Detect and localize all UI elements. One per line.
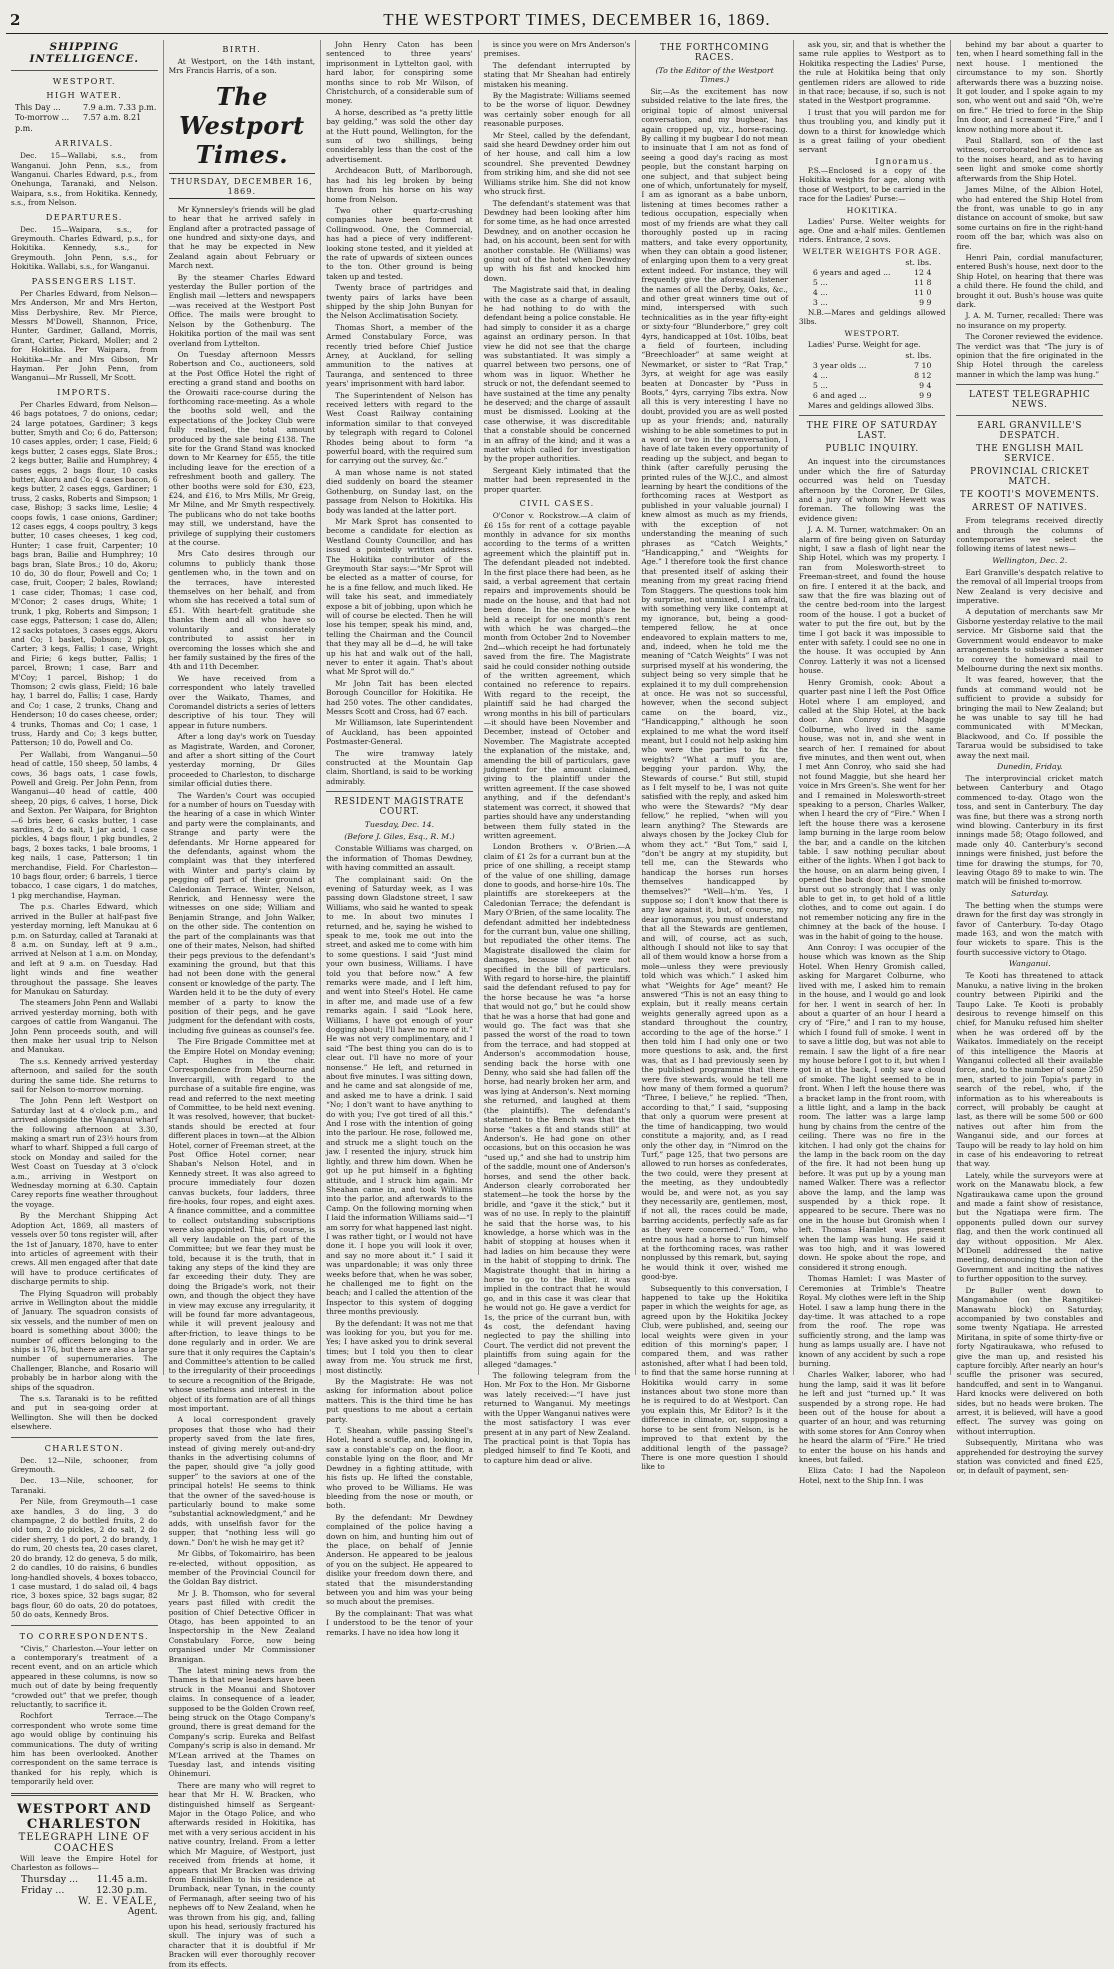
court-paragraph: By the Magistrate: Williams seemed to be the worse of liquor. Dewdney was certainly sober enough for all reasonable purposes. (483, 91, 631, 129)
news-paragraph: Archdeacon Butt, of Marlborough, has had his leg broken by being thrown from his horse on his way home from Nelson. (326, 166, 473, 204)
news-paragraph: A man whose name is not stated died suddenly on board the steamer Gothenburg, on Sunday last, on the passage from Nelson to Hokitika. His body was landed at the latter port. (326, 467, 473, 515)
news-paragraph: Twenty brace of partridges and twenty pairs of larks have been shipped by the ship John Bunyan for the Nelson Acclimatisation Society. (326, 283, 473, 321)
news-paragraph: A horse, described as “a pretty little bay gelding,” was sold the other day at the Hutt pound, Wellington, for the sum of two shillings, being considerably less than the cost of the advertisement. (326, 107, 473, 164)
coach-time-row: Thursday ... 11.45 a.m. (21, 1874, 148, 1886)
postscript: P.S.—Enclosed is a copy of the Hokitika weights for age, along with those of Westport, to be carried in the race for the Ladies' Purse:— (798, 165, 946, 204)
coach-subtitle: COACHES (53, 1842, 115, 1854)
correspondent-note: “Civis,” Charleston.—Your letter on a contemporary's treatment of a recent event, and on an article which appeared in these columns, is now so much out of date by being frequently “crowded out” that we prefer, though reluctantly, to sacrifice it. (11, 1643, 158, 1709)
to-editor: (To the Editor of the Westport Times.) (655, 66, 774, 84)
news-paragraph: The wire tramway lately constructed at the Mountain Gap claim, Shortland, is said to be working admirably. (326, 748, 473, 786)
civil-case: London Brothers v. O'Brien.—A claim of £1 2s for a currant bun at the price of one shilling, a receipt stamp of the value of one shilling, damage done to goods, and horse-hire 10s. The plaintiffs are storekeepers at the Caledonian Terrace; the defendant is Mary O'Brien, of the same locality. The defendant admitted her indebtedness for the currant bun, value one shilling, but repudiated the other items. The Magistrate disallowed the claim for damages, because they were not specified in the bill of particulars. With regard to horse-hire, the plaintiff said the defendant refused to pay for the horse because he was “a horse that would not go,” but he could show that he was a horse that had gone and would go. The fact was that she passed the worst of the road to town from the terrace, and had stopped at Anderson's accommodation house, sending back the horse with one Denny, who said she had fallen off the horse, had nearly broken her arm, and was lying at Anderson's. Next morning she returned, and laughed at them (the plaintiffs). The defendant's statement to the Bench was that the horse “takes a fit and stands still” at Anderson's. He had gone on other occasions, but on this occasion he was “used up,” and she had to unstrip him of the saddle, mount one of Anderson's horses, and send the other back. Anderson clearly corroborated her statement—he took the horse by the bridle, and “gave it the stick,” but it was of no use. In reply to the plaintiff he said that the horse was, to his knowledge, a horse which was in the habit of stopping at houses when it had ladies on him because they were in the habit of stopping to drink. The Magistrate thought that in hiring a horse to go to the Buller, it was implied in the contract that he would go, and in this case it was clear that he would not go. He gave a verdict for 1s, the price of the currant bun, with 4s cost, the defendant having neglected to pay the shilling into Court. The verdict did not prevent the plaintiffs from suing again for the alleged “damages.” (483, 842, 631, 1369)
editorial-paragraph: After a long day's work on Tuesday as Magistrate, Warden, and Coroner, and after a short sitting of the Court yesterday morning, Dr Giles proceeded to Charleston, to discharge similar official duties there. (168, 732, 316, 789)
coach-subtitle: TELEGRAPH LINE OF (18, 1831, 150, 1843)
charleston-imports: Per Nile, from Greymouth—1 case axe handles, 3 do ling, 3 do champagne, 2 do bottled fruits, 2 do old tom, 2 do pickles, 2 do salt, 2 do cider sherry, 1 do port, 2 do brandy, 1 do rum, 20 chests tea, 20 cases claret, 20 do brandy, 12 do geneva, 5 do milk, 2 do candles, 10 do raisins, 6 bundles long-handled shovels, 4 boxes tobacco, 1 case mustard, 1 do salad oil, 4 bags rice, 3 boxes spice, 32 bags sugar, 82 bags flour, 60 do oats, 20 do potatoes, 50 do oats, Kennedy Bros. (11, 1497, 158, 1620)
weight-row: st. lbs. (905, 257, 932, 267)
column-6 (794, 40, 952, 1485)
charleston-arrivals: Dec. 12—Nile, schooner, from Greymouth. (11, 1455, 158, 1475)
civil-cases-heading: CIVIL CASES. (519, 498, 595, 509)
imports-heading: IMPORTS. (57, 386, 112, 397)
hokitika-heading: HOKITIKA. (846, 205, 898, 215)
court-paragraph: By the complainant: That was what I understood to be the tenor of your remarks. I have no idea how long it (326, 1608, 473, 1637)
westport-heading: WESTPORT. (844, 328, 900, 338)
inquiry-paragraph: Thomas Hamlet: I was Master of Ceremonies at Trimble's Theatre Royal. My clothes were left in the Ship Hotel. I saw a lamp hung there in the day-time. It was attached to a rope from the roof. The rope was sufficiently strong, and the lamp was hung as lamps usually are. I have not known of any accident by such a rope burning. (798, 1274, 946, 1368)
editorial-paragraph: The latest mining news from the Thames is that new leaders have been struck in the Moanui and Shotover claims. In consequence of a leader, supposed to be the Golden Crown reef, being struck on the Otago Company's ground, there is great demand for the Company's scrip. Eureka and Belfast Company's scrip is also in demand. Mr M'Lean arrived at the Thames on Tuesday last, and intends visiting Ohinemuri. (168, 1665, 316, 1779)
weight-row: 4 ... 8 12 (812, 370, 932, 380)
court-heading: RESIDENT MAGISTRATE COURT. (334, 797, 465, 818)
news-paragraph: The Superintendent of Nelson has received letters with regard to the West Coast Railway containing information similar to that conveyed by telegraph with regard to Colonel Rhodes being about to form “a powerful board, with the required sum for carrying out the survey, &c.” (326, 390, 473, 466)
shipping-news: The s.s. Taranaki is to be refitted and put in sea-going order at Wellington. She will then be docked elsewhere. (11, 1394, 158, 1432)
charleston-departures: Dec. 13—Nile, schooner, for Taranaki. (11, 1476, 158, 1495)
weight-note: Mares and geldings allowed 3lbs. (807, 400, 934, 410)
inquiry-paragraph: J. A. M. Turner, watchmaker: On an alarm of fire being given on Saturday night, I saw a flash of light near the Ship Hotel, which was my property. I ran from Molesworth-street to Freeman-street, and found the house on fire. I entered it at the back, and saw that the fire was blazing out of the centre bed-room into the largest room of the house. I got a bucket of water to put the fire out, but by the time I got back it was impossible to enter with safety. I could see no one in the house. It was occupied by Ann Conroy. Latterly it was not a licensed house. (798, 525, 946, 676)
charleston-heading: CHARLESTON. (44, 1442, 124, 1453)
news-paragraph: John Henry Caton has been sentenced to three years' imprisonment in Lyttelton gaol, with hard labor, for conspiring some months since to rob Mr Wilson, of Christchurch, of a considerable sum of money. (326, 40, 473, 106)
inquiry-paragraph: J. A. M. Turner, recalled: There was no insurance on my property. (956, 311, 1104, 330)
inquiry-paragraph: Henri Pain, cordial manufacturer, entered Bush's house, next door to the Ship Hotel, on hearing that there was a child there. He found the child, and brought it out. Bush's house was quite dark. (956, 252, 1104, 309)
editorial-paragraph: We have received from a correspondent who lately travelled over the Waikato, Thames, and Coromandel districts a series of letters descriptive of his tour. They will appear in future numbers. (168, 673, 316, 730)
inquiry-paragraph: behind my bar about a quarter to ten, when I heard something fall in the next house. I mentioned the circumstance to my son. Shortly afterwards there was a buzzing noise. It got louder, and I spoke again to my son, who went out and said “Oh, we're on fire.” He tried to force in the Ship Inn door, and I screamed “Fire,” and I know nothing more about it. (956, 40, 1104, 134)
westport-purse: Ladies' Purse. Weight for age. (807, 339, 921, 349)
weight-row: 3 year olds ... 7 10 (812, 360, 932, 370)
masthead (6, 10, 1108, 34)
telegraphic-item: The interprovincial cricket match between Canterbury and Otago commenced to-day. Otago won the toss, and sent in Canterbury. The day was fine, but there was a strong north wind blowing. Canterbury in its first innings made 58; Otago followed, and made only 40. Canterbury's second innings were finished, just before the time for drawing the stumps, for 70, leaving Otago 89 to make to win. The match will be finished to-morrow. (956, 773, 1104, 887)
court-paragraph: By the Magistrate: He was not asking for information about police matters. This is the third time he has put questions to me about a certain party. (326, 1377, 473, 1424)
editorial-paragraph: The Fire Brigade Committee met at the Empire Hotel on Monday evening; Capt. Hughes in the chair. Correspondence from Melbourne and Invercargill, with regard to the purchase of a suitable fire engine, was read and referred to the next meeting of Committee, to be held next evening. It was resolved, however, that bucket-stands should be erected at four different places in town—at the Albion Hotel, corner of Freeman street, at the Post Office Hotel corner, near Shaban's Nelson Hotel, and in Kennedy street. It was also agreed to procure immediately four dozen canvas buckets, four ladders, three fire-hooks, four ropes, and eight axes. A finance committee, and a committee to collect outstanding subscriptions were also appointed. This, of course, is all very laudable on the part of the Committee; but we fear they must be told, because it is the truth, that in taking any steps of the kind they are far exceeding their duty. They are doing the Brigade's work, not their own, and though the object they have in view may excuse any irregularity, it will be found far more advantageous, while it will prevent jealousy and after-friction, to leave things to be done regularly and in order. We are sure that it only requires the Captain's and Committee's attention to be called to the irregularity of their proceedings to secure a recognition of the Brigade, whose usefulness and interest in the object of its formation are of all things most important. (168, 1037, 316, 1413)
weight-row: st. lbs. (905, 350, 932, 360)
running-title: THE WESTPORT TIMES, DECEMBER 16, 1869. (383, 10, 771, 29)
court-paragraph: Sergeant Kiely intimated that the matter had been represented in the proper quarter. (483, 465, 631, 494)
news-paragraph: Mr Mark Sprot has consented to become a candidate for election as Westland County Councillor, and has issued a pointedly written address. The Hokitika contributor of the Greymouth Star says:—“Mr Sprot will be elected as a matter of course, for he is a fine fellow, and much liked. He will take his seat, and immediately expose a bit of jobbing, upon which he will of course be elected. Then he will lose his temper, speak his mind, and, telling the Chairman and the Council that they may all be d—d, he will take up his hat and walk out of the hall, never to enter it again. That's about what Mr Sprot will do.” (326, 516, 473, 677)
telegraphic-item: Dr Buller went down to Mangamahoe (on the Rangitikei-Manawatu block) on Saturday, accompanied by two constables and some twenty Ngatiapa. He arrested Miritana, in spite of some thirty-five or forty Ngatiraukawa, who refused to give the man up, and resisted his capture forcibly. After nearly an hour's scuffle the prisoner was secured, handcuffed, and sent in to Wanganui. Hard knocks were delivered on both sides, but no heads were broken. The arrest, it is believed, will have a good effect. The survey was going on without interruption. (956, 1285, 1104, 1436)
birth-notice: At Westport, on the 14th instant, Mrs Francis Harris, of a son. (168, 57, 316, 76)
birth-heading: BIRTH. (222, 44, 262, 54)
coach-advert (11, 1802, 158, 1918)
court-paragraph: T. Sheahan, while passing Steel's Hotel, heard a scuffle, and, looking in, saw a constable's cap on the floor, a constable lying on the floor, and Mr Dewdney in a fighting attitude, with his fists up. He lifted the constable, who proved to be Williams. He was bleeding from the nose or mouth, or both. (326, 1426, 473, 1511)
civil-case: O'Conor v. Rockstrow.—A claim of £6 15s for rent of a cottage payable monthly in advance for six months according to the terms of a written agreement which the plaintiff put in. The defendant pleaded not indebted. In the first place there had been, as he said, a verbal agreement that certain repairs and improvements should be made on the house, and that had not been done. In the second place he held a receipt for one month's rent with which he was charged—the month from October 2nd to November 2nd—which receipt he had fortunately saved from the fire. The Magistrate said he could consider nothing outside of the written agreement, which contained no reference to repairs. With regard to the receipt, the plaintiff said he had charged the wrong months in his bill of particulars—it should have been November and December, instead of October and November. The Magistrate accepted the explanation of the mistake, and, amending the bill of particulars, gave judgment for the amount claimed, giving to the plaintiff under the written agreement. If the case showed anything, and if the defendant's statement was correct, it showed that parties should have any understanding between them fully stated in the written agreement. (483, 511, 631, 840)
coach-agent-name: W. E. VEALE, (78, 1896, 158, 1908)
court-paragraph: By the defendant: Mr Dewdney complained of the police having a down on him, and hunting him out of the place, on behalf of Jennie Anderson. He appeared to be jealous of you on the subject. He appeared to dislike your freedom down there, and stated that the misunderstanding between you and him was your being so much about the premises. (326, 1512, 473, 1607)
telegraphic-subheading: EARL GRANVILLE'S DESPATCH. (977, 421, 1083, 442)
letter-signature: Ignoramus. (875, 156, 934, 166)
editorial-paragraph: By the steamer Charles Edward yesterday the Buller portion of the English mail —letters and newspapers—was received at the Westport Post Office. The mails were brought to Nelson by the Gothenburg. The Hokitika portion of the mail was sent overland from Lyttelton. (168, 272, 316, 348)
telegraphic-item: The betting when the stumps were drawn for the first day was strongly in favor of Canterbury. To-day Otago made 163, and won the match with four wickets to spare. This is the fourth successive victory to Otago. (956, 900, 1104, 957)
port-heading: WESTPORT. (52, 76, 116, 86)
inquiry-heading: PUBLIC INQUIRY. (825, 444, 919, 455)
court-paragraph: is since you were on Mrs Anderson's premises. (483, 40, 631, 59)
correspondent-note: Rochfort Terrace.—The correspondent who wrote some time ago would oblige by continuing his communications. The duty of writing him has been overlooked. Another correspondent on the same terrace is thanked for his reply, which is temporarily held over. (11, 1711, 158, 1787)
editorial-paragraph: The Warden's Court was occupied for a number of hours on Tuesday with the hearing of a case in which Winter and party were the complainants, and Strange and party were the defendants. Mr Horne appeared for the defendants, against whom the complaint was that they interfered with Winter and party's claim by pegging off part of their ground at Caledonian Terrace. Winter, Nelson, Renrick, and Hennessy were the witnesses on one side; William and Benjamin Strange, and John Walker, on the other side. The contention on the part of the complainants was that one of their mates, Nelson, had shifted their pegs previous to the defendant's examining the ground, but that this had not been done with the general consent or knowledge of the party. The Warden held it to be the duty of every member of a party to know the position of their pegs, and he gave judgment for the defendant with costs, including five guineas as counsel's fee. (168, 790, 316, 1035)
shipping-news: By the Merchant Shipping Act Adoption Act, 1869, all masters of vessels over 50 tons register will, after the 1st of January, 1870, have to enter into articles of agreement with their crews. All men engaged after that date will have to produce certificates of discharge permits to ship. (11, 1211, 158, 1287)
telegraphic-item: A deputation of merchants saw Mr Gisborne yesterday relative to the mail service. Mr Gisborne said that the Government would endeavor to make arrangements to subsidise a steamer to convey the homeward mail to Melbourne during the next six months. (956, 607, 1104, 673)
shipping-heading: SHIPPING INTELLIGENCE. (29, 41, 140, 65)
court-paragraph: The defendant interrupted by stating that Mr Sheahan had entirely mistaken his meaning. (483, 60, 631, 89)
dateline-wellington: Wellington, Dec. 2. (992, 555, 1068, 565)
editorial-paragraph: There are many who will regret to hear that Mr H. W. Bracken, who distinguished himself as Sergeant-Major in the Otago Police, and who afterwards resided in Hokitika, has met with a very serious accident in his native country, Ireland. From a letter which Mr Maguire, of Westport, just received from friends at home, it appears that Mr Bracken was driving from Enniskillen to his residence at Drumback, near Tynan, in the county of Fermanagh, after seeing two of his nephews off to New Zealand, when he was thrown from his gig, and, falling upon his head, seriously fractured his skull. The injury was of such a character that it is doubtful if Mr Bracken will ever thoroughly recover from its effects. (168, 1780, 316, 1969)
telegraphic-subheading: TE KOOTI'S MOVEMENTS. (959, 490, 1100, 501)
telegraphic-item: Te Kooti has threatened to attack Manuku, a native living in the broken country between Pipiriki and the Taupo Lake. Te Kooti is probably desirous to revenge himself on this chief, for Manuku refused him shelter when he was ordered off by the Waikatos. Immediately on the receipt of this intelligence the Maoris at Wanganui collected all their available force, and, to the number of some 250 men, started to join Topia's party in search of the rebel, who, if the information as to his whereabouts is correct, will probably be caught at last, as there will be some 500 or 600 natives out after him from the Wanganui side, and our forces at Taupo will be ready to lay hold on him in case of his endeavoring to retreat that way. (956, 971, 1104, 1169)
departures-heading: DEPARTURES. (45, 211, 123, 222)
passengers-list: Per Charles Edward, from Nelson—Mrs Anderson, Mr and Mrs Herton, Miss Derbyshire, Rev. Mr Pierce, Messrs M'Dowell, Shannon, Price, Hunter, Gardiner, Galland, Morris, Grant, Carter, Pickard, Moller; and 2 for Hokitika. Per Waipara, from Hokitika—Mr and Mrs Gibson, Mr Hayman. Per John Penn, from Wanganui—Mr Russell, Mr Scott. (11, 288, 158, 383)
news-paragraph: Mr John Tait has been elected Borough Councillor for Hokitika. He had 250 votes. The other candidates, Messrs Scott and Cross, had 67 each. (326, 678, 473, 717)
telegraphic-item: Lately, while the surveyors were at work on the Manawatu block, a few Ngatiraukawa came upon the ground and made a faint show of resistance, but the Ngatiapa were firm. The opponents pulled down our survey flag, and then the work continued all day without opposition. Mr Alex. M'Donell addressed the native meeting, denouncing the action of the Government and inciting the natives to further opposition to the survey. (956, 1170, 1104, 1284)
inquiry-paragraph: An inquest into the circumstances under which the fire of Saturday occurred was held on Tuesday afternoon by the Coroner, Dr Giles, and a jury of whom Mr Hewett was foreman. The following was the evidence given: (798, 457, 946, 523)
tide-row: To-morrow ... 7.57 a.m. 8.21 p.m. (15, 113, 142, 133)
inquiry-paragraph: Eliza Cato: I had the Napoleon Hotel, next to the Ship Inn. I was (798, 1466, 946, 1485)
page-number: 2 (10, 11, 21, 29)
telegraphic-heading: LATEST TELEGRAPHIC NEWS. (969, 390, 1091, 411)
news-paragraph: Thomas Short, a member of the Armed Constabulary Force, was recently tried before Chief Justice Arney, at Auckland, for selling ammunition to the natives at Tauranga, and sentenced to three years' imprisonment with hard labor. (326, 322, 473, 389)
telegram-paragraph: The following telegram from the Hon. Mr Fox to the Hon. Mr Gisborne was lately received:—“I have just returned to Wanganui. My meetings with the Upper Wanganui natives were the most satisfactory I was ever present at in any part of New Zealand. The practical point is that Topia has pledged himself to find Te Kooti, and to capture him dead or alive. (483, 1371, 631, 1465)
welter-heading: WELTER WEIGHTS FOR AGE. (802, 246, 942, 256)
court-paragraph: Mr Steel, called by the defendant, said she heard Dewdney order him out of her house, and call him a low scoundrel. She prevented Dewdney from striking him, and she did not see Williams strike him. She did not know who struck first. (483, 130, 631, 197)
arrivals-heading: ARRIVALS. (54, 138, 114, 149)
shipping-news: The Flying Squadron will probably arrive in Wellington about the middle of January. The squadron consists of six vessels, and the number of men on board is something about 3000; the number of officers belonging to the ships is 176, but there are also a large number of supernumeraries. The Challenger, Blanche, and Rosario will probably be in harbor along with the ships of the squadron. (11, 1288, 158, 1392)
telegraphic-subheading: ARREST OF NATIVES. (972, 503, 1088, 514)
shipping-news: The p.s. Charles Edward, which arrived in the Buller at half-past five yesterday morning, left Manukau at 6 p.m. on Saturday, called at Taranaki at 8 a.m. on Sunday, left at 9 a.m., arrived at Nelson at 1 a.m. on Monday, and left at 9 a.m. on Tuesday. Had light winds and fine weather throughout the passage. She leaves for Manukau on Saturday. (11, 902, 158, 996)
news-paragraph: Two other quartz-crushing companies have been formed at Collingwood. One, the Commercial, has had a piece of very indifferent-looking stone tested, and it yielded at the rate of upwards of sixteen ounces to the ton. Other ground is being taken up and tested. (326, 205, 473, 281)
correspondents-heading: TO CORRESPONDENTS. (19, 1630, 149, 1641)
column-7 (951, 40, 1108, 1476)
court-paragraph: The defendant's statement was that Dewdney had been looking after him for some time, as he had once arrested Dewdney, and on another occasion he had, on his account, been sent for with another constable. He (Williams) was going out of the hotel when Dewdney up with his fist and knocked him down. (483, 198, 631, 283)
column-3 (321, 40, 479, 1637)
column-5 (636, 40, 794, 1472)
telegraphic-item: Subsequently, Miritana who was apprehended for destroying the survey station was convicted and fined £25, or, in default of payment, sen- (956, 1438, 1104, 1476)
telegraphic-subheading: THE ENGLISH MAIL SERVICE. (976, 444, 1084, 465)
shipping-news: The s.s. Kennedy arrived yesterday afternoon, and sailed for the south during the same tide. She returns to sail for Nelson to-morrow morning. (11, 1056, 158, 1094)
inquiry-paragraph: Charles Walker, laborer, who had hung the lamp, said it was lit before he left and just “turned up.” It was suspended by a strong rope. He had been out of the house for about a quarter of an hour, and was returning with some stores for Ann Conroy when he heard the alarm of “Fire.” He tried to enter the house on his hands and knees, but failed. (798, 1370, 946, 1464)
weight-row: 4 ... 11 0 (812, 287, 932, 297)
editorial-paragraph: Mr Gibbs, of Tokomairiro, has been re-elected, without opposition, as member of the Provincial Council for the Goldan Bay district. (168, 1549, 316, 1587)
arrivals-list: Dec. 15—Wallabi, s.s., from Wanganui. John Penn, s.s., from Wanganui. Charles Edward, p.s., from Onehunga, Taranaki, and Nelson. Waipara, s.s., from Hokitika. Kennedy, s.s., from Nelson. (11, 151, 158, 208)
telegraphic-intro: From telegrams received directly and through the columns of contemporaries we select the following items of latest news— (956, 516, 1104, 554)
inquiry-paragraph: James Milne, of the Albion Hotel, who had entered the Ship Hotel from the front, was unable to go in any distance on account of smoke, but saw some curtains on fire in the right-hand room off the bar, which was also on fire. (956, 185, 1104, 251)
coach-notice: Will leave the Empire Hotel for Charleston as follows— (11, 1853, 158, 1873)
dateline: THURSDAY, DECEMBER 16, 1869. (169, 173, 316, 199)
coach-time-row: Friday ... 12.30 p.m. (21, 1885, 148, 1897)
editorial-paragraph: On Tuesday afternoon Messrs Robertson and Co., auctioneers, sold at the Post Office Hotel the right of erecting a grand stand and booths on the Orowaiti race-course during the forthcoming race-meeting. As a whole the booths sold well, and the expectations of the Jockey Club were fully realised, the total amount produced by the sale being £138. The site for the Grand Stand was knocked down to Mr Kearney for £55, the title including leave for the erection of a refreshment booth and gallery. The other booths were sold for £30, £23, £24, and £16, to Mrs Mills, Mr Greig, Mr Milne, and Mr Smyth respectively. The publicans who do not take booths may still, we understand, have the privilege of supplying their customers at the course. (168, 349, 316, 548)
editorial-paragraph: Mr Kynnersley's friends will be glad to hear that he arrived safely in England after a protracted passage of one hundred and sixty-one days, and that he may be expected in New Zealand again about February or March next. (168, 204, 316, 271)
court-paragraph: Constable Williams was charged, on the information of Thomas Dewdney, with having committed an assault. (326, 844, 473, 873)
coach-agent-role: Agent. (127, 1907, 158, 1918)
shipping-news: The steamers John Penn and Wallabi arrived yesterday morning, both with cargoes of cattle from Wanganui. The John Penn proceeds south, and will then make her usual trip to Nelson and Manukau. (11, 998, 158, 1055)
paper-title: The Westport Times. (179, 81, 305, 169)
column-2 (164, 40, 322, 1969)
inquiry-paragraph: The Coroner reviewed the evidence. The verdict was that “The jury is of opinion that the fire originated in the Ship Hotel through the careless manner in which the lamp was hung.” (956, 332, 1104, 379)
coach-title: WESTPORT AND CHARLESTON (16, 1801, 152, 1832)
dateline-wanganui: Wanganui. (1008, 959, 1051, 969)
court-paragraph: The Magistrate said that, in dealing with the case as a charge of assault, he had nothing to do with the defendant being a police constable. He had simply to consider it as a charge against an ordinary person. In that view he did not see that the charge was substantiated. It was simply a quarrel between two persons, one of whom was in liquor. Whether he struck or not, the defendant seemed to have sustained at the time any penalty he deserved; and the charge of assault must be dismissed. Looking at the case otherwise, it was discreditable that a constable should be concerned in an affray of the kind; and it was a matter which called for investigation by the proper authorities. (483, 285, 631, 464)
dateline-saturday: Saturday. (1011, 888, 1049, 898)
races-heading: THE FORTHCOMING RACES. (659, 43, 770, 63)
passengers-heading: PASSENGERS LIST. (31, 275, 137, 286)
telegraphic-subheading: PROVINCIAL CRICKET MATCH. (970, 467, 1090, 488)
inquiry-paragraph: Henry Gromish, cook: About a quarter past nine I left the Post Office Hotel where I am employed, and called at the Ship Hotel, at the back door. Ann Conroy said Maggie Colburne, who lived in the same house, was not in, and she went in search of her. I remained for about five minutes, and then went out, when I met Ann Conroy, who said she had not found Maggie, but she heard her voice in Mrs Green's. She went for her and I remained in Molesworth-street speaking to a person, Charles Walker, when I heard the cry of “Fire.” When I left the house there was a kerosene lamp burning in the large room below the bar, and a candle on the kitchen table. I saw nothing peculiar about either of the lights. When I got back to the house, on an alarm being given, I opened the back door, and the smoke burst out so strongly that I was only able to get in, to get hold of a little clothes, and to come out again. I do not remember noticing any fire in the chimney at the back of the house. I was in the habit of going to the house. (798, 677, 946, 941)
column-4 (479, 40, 637, 1465)
high-water-heading: HIGH WATER. (46, 90, 123, 100)
editorial-paragraph: Mrs Cato desires through our columns to publicly thank those gentlemen who, in the town and on the terraces, have interested themselves on her behalf, and from whom she has received a total sum of £51. With heart-felt gratitude she thanks them and all who have so voluntarily and considerately contributed to assist her in overcoming the losses which she and her family sustained by the fires of the 4th and 11th December. (168, 549, 316, 672)
inquiry-paragraph: Ann Conroy: I was occupier of the house which was known as the Ship Hotel. When Henry Gromish called, asking for Margaret Colburne, who lived with me, I asked him to remain in the house, and I would go and look for her. I went in search of her. In about a quarter of an hour I heard a cry of “Fire,” and I ran to my house, which I found full of smoke. I went in to save a little dog, but was not able to remain. I saw the light of a fire near my house before I got to it, but when I got in at the back, I only saw a cloud of smoke. The light seemed to be in front. When I left the house there was a bracket lamp in the front room, with a little light, and a lamp in the back room. The latter was a large lamp hung by chains from the centre of the ceiling. There was no fire in the kitchen. I had only got the chains for the lamp in the back room on the day of the fire. It had not been hung up before. It was put up by a young man named Walker. There was a reflector above the lamp, and the lamp was suspended by a thick rope. It appeared to be secure. There was no one in the house but Gromish when I left. Thomas Hamlet was present when the lamp was hung. He said it was too high, and it was lowered down. He spoke about the rope, and considered it strong enough. (798, 943, 946, 1272)
departures-list: Dec. 15—Waipara, s.s., for Greymouth. Charles Edward, p.s., for Hokitika. Kennedy, s.s., for Greymouth. John Penn, s.s., for Hokitika. Wallabi, s.s., for Wanganui. (11, 224, 158, 272)
weight-row: 5 ... 9 4 (812, 380, 932, 390)
inquiry-paragraph: Paul Stallard, son of the last witness, corroborated her evidence as to the noises heard, and as to having seen light and smoke come shortly afterwards from the Ship Hotel. (956, 136, 1104, 183)
letter-paragraph: Subsequently to this conversation, I happened to take up the Hokitika paper in which the weights for age, as agreed upon by the Hokitika Jockey Club, were published, and, seeing our local weights were given in your edition of this morning's paper, I compared them, and was rather astonished, after what I had been told, to find that the same horse running at Hokitika would carry in some instances about two stone more than he is required to do at Westport. Can you explain this, Mr Editor? Is it the difference in climate, or, supposing a horse to be sent from Nelson, is he improved to that extent by the additional length of the passage? There is one more question I should like to (641, 1283, 788, 1472)
imports-list: Per Charles Edward, from Nelson—46 bags potatoes, 7 do onions, cedar; 24 large potatoes, Gardiner; 3 kegs butter, Smyth and Co; 6 do, Patterson; 10 cases apples, order; 1 case, Field; 6 kegs butter, 2 cases eggs, Slate Bros.; 2 kegs butter, Bailie and Humphrey; 4 cases eggs, 2 bags flour, 10 casks butter, Akoru and Co; 4 cases bacon, 6 kegs butter, 2 cases eggs, Gardiner; 1 truss, 2 casks, Roberts and Simpson; 1 case, Bishop; 3 sacks lime, Leslie; 4 coops fowls, 1 case onions, Gardiner; 12 cases eggs, 4 coops poultry, 3 kegs butter, 10 cases cheeses, 1 keg cod, Hunter; 1 case fruit, Carpenter; 10 bags bran, Bailie and Humphrey; 10 bags bran, Slate Bros.; 10 do, Akoru; 10 do, 30 do flour, Powell and Co; 1 case, fruit, Cooper; 2 bales, Rowland; 1 case cider, Thomas; 1 case cod, M'Conor; 2 cases drugs, White; 1 trunk, 1 pkg, Roberts and Simpson; 1 case eggs, Patterson; 1 case do, Allen; 12 sacks potatoes, 3 cases eggs, Akoru and Co; 1 basket, Dobson; 2 pkgs, Carter; 3 kegs, Fallis; 1 case, Wright and Firie; 6 kegs butter, Fallis; 1 parcel, Brown; 1 case, Barr and M'Coy; 1 parcel, Bishop; 1 do Thomson; 2 cwls glass, Field; 16 bale hay, 1 barrel do, Fallis; 1 case, Hardy and Co; 1 case, 2 trunks, Chang and Henderson; 10 do cases cheese, order; 4 trunks, Thomas and Co; 1 case, 1 truss, Hardy and Co; 3 kegs butter, Patterson; 10 do, Powell and Co. (11, 399, 158, 748)
letter-paragraph: ask you, sir, and that is whether the same rule applies to Westport as to Hokitika respecting the Ladies' Purse, the rule at Hokitika being that only gentlemen riders are allowed to ride in that race; because, if so, such is not stated in the Westport programme. (798, 40, 946, 106)
dateline-dunedin: Dunedin, Friday. (997, 761, 1063, 771)
weight-row: 5 ... 11 8 (812, 277, 932, 287)
editorial-paragraph: A local correspondent gravely proposes that those who had their property saved from the late fires, instead of giving merely out-and-dry thanks in the advertising columns of the paper, should give “a jolly good supper” to the saviors at one of the principal hotels! He seems to think that the owner of the saved-house is particularly bound to make some “substantial acknowledgment,” and he adds, with unselfish favor for the supper, that “nothing less will go down.” Don't he wish he may get it? (168, 1415, 316, 1547)
hokitika-purse: Ladies' Purse. Welter weights for age. One and a-half miles. Gentlemen riders. Entrance, 2 sovs. (798, 216, 946, 245)
editorial-paragraph: Mr J. B. Thomson, who for several years past filled with credit the position of Chief Detective Officer in Otago, has been appointed to an Inspectorship in the New Zealand Constabulary Force, now being organised under Mr Commissioner Branigan. (168, 1588, 316, 1664)
tide-row: This Day ... 7.9 a.m. 7.33 p.m. (15, 103, 157, 112)
court-date: Tuesday, Dec. 14. (364, 820, 435, 830)
shipping-news: The John Penn left Westport on Saturday last at 4 o'clock p.m., and arrived alongside the Wanganui wharf the following afternoon at 3.30, making a smart run of 23½ hours from wharf to wharf. Shipped a full cargo of stock on Monday and sailed for the West Coast on Tuesday at 3 o'clock a.m., arriving in Westport on Wednesday morning at 6.30. Captain Carey reports fine weather throughout the voyage. (11, 1096, 158, 1209)
weight-note: N.B.—Mares and geldings allowed 3lbs. (798, 307, 946, 327)
weight-row: 3 ... 9 9 (812, 297, 932, 307)
fire-heading: THE FIRE OF SATURDAY LAST. (806, 421, 938, 442)
news-paragraph: Mr Williamson, late Superintendent of Auckland, has been appointed Postmaster-General. (326, 718, 473, 747)
letter-paragraph: I trust that you will pardon me for thus troubling you, and kindly put it down to a thirst for knowledge which is a great failing of your obedient servant (798, 107, 946, 155)
court-paragraph: By the defendant: It was not me that was looking for you, but you for me. Yes; I have asked you to drink several times; but I told you then to clear away from me. You struck me first, most distinctly. (326, 1318, 473, 1375)
telegraphic-item: It was feared, however, that the funds at command would not be sufficient to provide a subsidy for bringing the mail to New Zealand; but he was unable to say till he had communicated with M'Meckan, Blackwood, and Co. If possible the Tararua would be subsidised to take away the next mail. (956, 675, 1104, 760)
weight-row: 6 and aged ... 9 9 (812, 390, 932, 400)
telegraphic-item: Earl Granville's despatch relative to the removal of all Imperial troops from New Zealand is very decisive and imperative. (956, 567, 1104, 606)
column-1 (6, 40, 164, 1918)
court-bench: (Before J. Giles, Esq., R. M.) (344, 832, 455, 842)
imports-list: Per Wallabi, from Wanganui—50 head of cattle, 150 sheep, 50 lambs, 4 cows, 36 bags oats, 1 case fowls, Powell and Greig. Per John Penn, from Wanganui—40 head of cattle, 400 sheep, 20 pigs, 6 calves, 1 horse, Dick and Sexton. Per Waipara, for Brighton—6 bris beer, 6 casks butter, 1 case sardines, 2 do salt, 1 jar acid, 1 case pickles, 4 bags flour, 1 pkg bundles, 2 bags, 2 boxes tacks, 1 bale brooms, 1 keg nails, 1 case, Patterson; 1 tin merchandise, Field. For Charleston—10 bags flour, order; 6 barrels, 1 tierce tobacco, 1 case cigars, 1 do matches, 1 pkg merchandise, Hayman. (11, 749, 158, 900)
court-paragraph: The complainant said: On the evening of Saturday week, as I was passing down Gladstone street, I saw Williams, who said he wanted to speak to me. In about two minutes I returned, and he, saying he wished to speak to me, took me out into the street, and asked me to come with him to some questions. I said “Just mind your own business, Williams. I have told you that before now.” A few remarks were made, and I left him, and went into Steel's Hotel. He came in after me, and made use of a few remarks again. I said “Look here, Williams, I have got enough of your dogging about; I'll have no more of it.” He was not very complimentary, and I said “The best thing you can do is to clear out. I'll have no more of your nonsense.” He left, and returned in about five minutes. I was sitting down, and he came and sat alongside of me, and asked me to have a drink. I said “No; I don't want to have anything to do with you; I've got tired of all this.” And I rose with the intention of going into the parlour. He rose, followed me, and struck me a slight touch on the jaw. I resented the injury, struck him lightly, and threw him down. When he got up he put himself in a fighting attitude, and I struck him again. Mr Sheahan came in, and took Williams into the parlor, and afterwards to the Camp. On the following morning when I laid the information Williams said—“I am sorry for what happened last night. I was rather tight, or I would not have done it. I hope you will look it over, and say no more about it.” I said it was unpardonable; it was only three weeks before that, when he was sober, he challenged me to fight on the beach; and I called the attention of the Inspector to this system of dogging three months previously. (326, 874, 473, 1317)
letter-paragraph: Sir,—As the excitement has now subsided relative to the late fires, the original topic of almost universal conversation, and my bugbear, has again cropped up, viz., horse-racing. By calling it my bugbear I do not mean to insinuate that I am not as fond of seeing a good day's racing as most people, but the constant harping on one subject, and that subject being one of which, unfortunately for myself, I am as ignorant as a babe unborn, listening at times becomes rather a tedious occupation, especially when most of my friends are what they call thoroughly posted up in racing matters, and take every opportunity, when they can obtain a good listener, of enlarging upon them to a very great extent indeed. For instance, they will frequently give the aforesaid listener the names of all the Derby, Oaks, &c., and other great winners time out of mind, interspersed with such technicalities as in the year fifty-eight or sixty-four “Blunderbore,” grey colt 4yrs, handicapped at 10st. 10lbs, beat a field of fourteen, including “Breechloader” at same weight at Newmarket, or sister to “Rat Trap,” 3yrs, at weight for age was easily beaten at Doncaster by “Puss in Boots,” 4yrs, carrying 7lbs extra. Now all this is very interesting I have no doubt, provided you are as well posted up as your friends; and, naturally wishing to be able sometimes to put in a word or two in the conversation, I have of late taken every opportunity of reading up the subject, and began to think (after carefully perusing the printed rules of the W.J.C., and almost learning by heart the conditions of the forthcoming races at Westport as published in your valuable journal) I knew almost as much as my friends, with the exception of not understanding the meaning of such phrases as “Catch Weights,” “Handicapping,” and “Weights for Age.” I therefore took the first chance that presented itself of asking their meaning from my great racing friend Tom Staggers. The questions took him by surprise, not unmixed, I am afraid, with something very like contempt at my ignorance, but, being a good-tempered fellow, he at once endeavored to explain matters to me, and, indeed, when he told me the meaning of “Catch Weights” I was not surprised myself at his wondering, the subject being so very simple that he explained it to my dull comprehension at once. He was not so successful, however, when the second subject came on the board, viz., “Handicapping,” although he soon explained to me what the word itself meant, but I could not help asking him who were the parties to fix the weights? “What a muff you are, begging your pardon. Why, the Stewards of course.” But still, stupid as I felt myself to be, I was not quite satisfied with the reply, and asked him who were the Stewards? “My dear fellow,” he replied, “when will you learn anything? The Stewards are always chosen by the Jockey Club for whom they act.” “But Tom,” said I, “don't be angry at my stupidity, but tell me, can the Stewards who handicap the horses run horses themselves handicapped by themselves?” “Well—h'm. Yes, I suppose so; I don't know that there is any law against it, but, of course, my dear ignoramus, you must understand that all the Stewards are gentlemen, and will, of course, act as such, although I should not like to say that all of them would know a horse from a mole—unless they were previously told which was which.” I asked him what “Weights for Age” meant? He answered “This is not an easy thing to explain, but it really means certain weights generally agreed upon as a standard throughout the country, according to the age of the horse.” I then told him I had only one or two more questions to ask, and, the first was, that as I had previously seen by the published programme that there were five stewards, would he tell me how many of them formed a quorum? “Three, I believe,” he replied. “Then, according to that,” I said, “supposing that only a quorum were present at the time of handicapping, two would constitute a majority, and, as I read only the other day, in “Nimrod on the Turf,” page 125, that two persons are allowed to run horses as confederates, the two could, were they present at the meeting, as they undoubtedly would be, and were not, as you say they necessarily are, gentlemen, most, if not all, the races could be made, barring accidents, perfectly safe as far as they were concerned.” Tom, who entre nous had a horse to run himself at the forthcoming races, was rather nonplussed by this remark, but, saying he would think it over, wished me good-bye. (641, 87, 788, 1282)
weight-row: 6 years and aged ... 12 4 (812, 267, 932, 277)
